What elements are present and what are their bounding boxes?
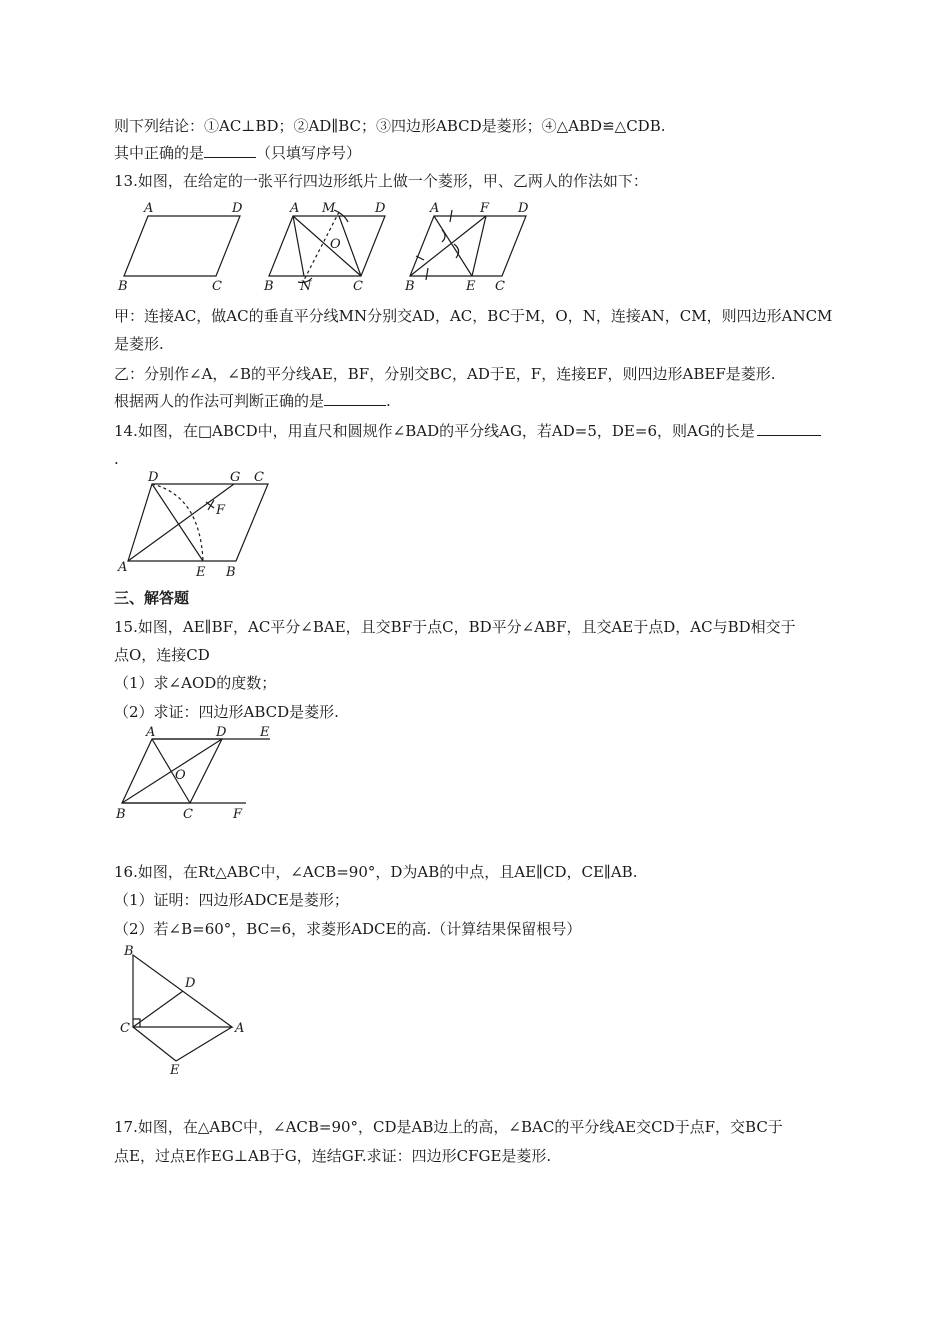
segment-ce <box>133 1027 176 1061</box>
q15-label-f: F <box>233 807 243 822</box>
q13-fig3-label-e: E <box>466 279 476 294</box>
diagonal-ac <box>293 216 361 276</box>
q13-figure-1 <box>114 200 249 295</box>
q13-yi: 乙：分别作∠A，∠B的平分线AE，BF，分别交BC，AD于E，F，连接EF，则四边形ABEF是菱形. <box>114 365 776 383</box>
q15-label-b: B <box>116 807 126 822</box>
q16-stem: 16.如图，在Rt△ABC中，∠ACB=90°，D为AB的中点，且AE∥CD，CE∥AB. <box>114 863 638 881</box>
q13-fig3-label-b: B <box>405 279 415 294</box>
arc-mark-3 <box>426 268 428 280</box>
q17-line2: 点E，过点E作EG⊥AB于G，连结GF.求证：四边形CFGE是菱形. <box>114 1147 552 1165</box>
q13-question-line: 根据两人的作法可判断正确的是 . <box>114 392 391 410</box>
q15-line1: 15.如图，AE∥BF，AC平分∠BAE，且交BF于点C，BD平分∠ABF，且交AE于点D，AC与BD相交于 <box>114 618 796 636</box>
q16-part2: （2）若∠B=60°，BC=6，求菱形ADCE的高.（计算结果保留根号） <box>114 920 582 938</box>
answer-blank[interactable] <box>324 391 386 406</box>
q13-fig3-label-a: A <box>430 201 440 216</box>
q13-fig2-label-a: A <box>290 201 300 216</box>
q16-label-c: C <box>120 1021 130 1036</box>
q14-label-g: G <box>230 470 241 485</box>
q15-label-o: O <box>175 768 186 783</box>
bisector-ag <box>128 484 234 561</box>
q16-label-b: B <box>124 944 134 959</box>
q15-label-e: E <box>260 725 270 740</box>
q14-period: . <box>114 450 119 468</box>
q13-figure-2 <box>262 200 397 295</box>
q14-label-b: B <box>226 565 236 580</box>
q16-label-e: E <box>170 1063 180 1078</box>
q17-line1: 17.如图，在△ABC中，∠ACB=90°，CD是AB边上的高，∠BAC的平分线AE交CD于点F，交BC于 <box>114 1118 783 1136</box>
q14-label-c: C <box>254 470 264 485</box>
answer-blank[interactable] <box>204 143 256 158</box>
q13-jia-line1: 甲：连接AC，做AC的垂直平分线MN分别交AD，AC，BC于M，O，N，连接AN，CM，则四边形ANCM <box>114 307 833 325</box>
q13-fig1-label-b: B <box>118 279 128 294</box>
q13-fig2-label-n: N <box>300 279 312 294</box>
q16-part1: （1）证明：四边形ADCE是菱形； <box>114 891 349 909</box>
q13-fig2-label-d: D <box>375 201 386 216</box>
bisector-ae <box>434 216 472 276</box>
q13-fig1-label-c: C <box>212 279 222 294</box>
q15-line2: 点O，连接CD <box>114 646 210 664</box>
q14-stem-line: 14.如图，在□ABCD中，用直尺和圆规作∠BAD的平分线AG，若AD=5，DE=6，则AG的长是 <box>114 421 821 441</box>
q13-fig3-label-f: F <box>480 201 490 216</box>
q15-part1: （1）求∠AOD的度数； <box>114 674 277 692</box>
q14-label-d: D <box>148 470 159 485</box>
q15-figure <box>114 727 279 822</box>
q14-label-a: A <box>118 560 128 575</box>
q14-figure <box>118 472 278 582</box>
q13-fig2-label-o: O <box>330 237 341 252</box>
q15-label-a: A <box>146 725 156 740</box>
q13-fig2-label-m: M <box>322 201 336 216</box>
q13-stem: 13.如图，在给定的一张平行四边形纸片上做一个菱形，甲、乙两人的作法如下： <box>114 172 648 190</box>
q15-label-c: C <box>183 807 193 822</box>
section-title: 三、解答题 <box>114 589 190 607</box>
q13-fig3-label-c: C <box>495 279 505 294</box>
q13-fig2-label-c: C <box>353 279 363 294</box>
q16-label-d: D <box>185 976 196 991</box>
parallelogram-abcd <box>128 484 268 561</box>
q13-jia-line2: 是菱形. <box>114 335 164 353</box>
q13-fig2-label-b: B <box>264 279 274 294</box>
q14-label-e: E <box>196 565 206 580</box>
parallelogram-abcd <box>410 216 526 276</box>
q13-figure-3 <box>402 200 537 295</box>
parallelogram-abcd <box>124 216 240 276</box>
segment-ae <box>176 1027 232 1061</box>
q16-figure <box>118 943 248 1078</box>
q15-part2: （2）求证：四边形ABCD是菱形. <box>114 703 339 721</box>
q13-fig1-label-a: A <box>144 201 154 216</box>
answer-blank[interactable] <box>757 421 821 436</box>
q13-fig3-label-d: D <box>518 201 529 216</box>
q15-label-d: D <box>216 725 227 740</box>
q12-answer-line: 其中正确的是 （只填写序号） <box>114 144 362 162</box>
q13-fig1-label-d: D <box>232 201 243 216</box>
q14-label-f: F <box>216 503 226 518</box>
q16-label-a: A <box>235 1021 245 1036</box>
q12-conclusions: 则下列结论：①AC⊥BD；②AD∥BC；③四边形ABCD是菱形；④△ABD≌△CDB. <box>114 117 666 135</box>
